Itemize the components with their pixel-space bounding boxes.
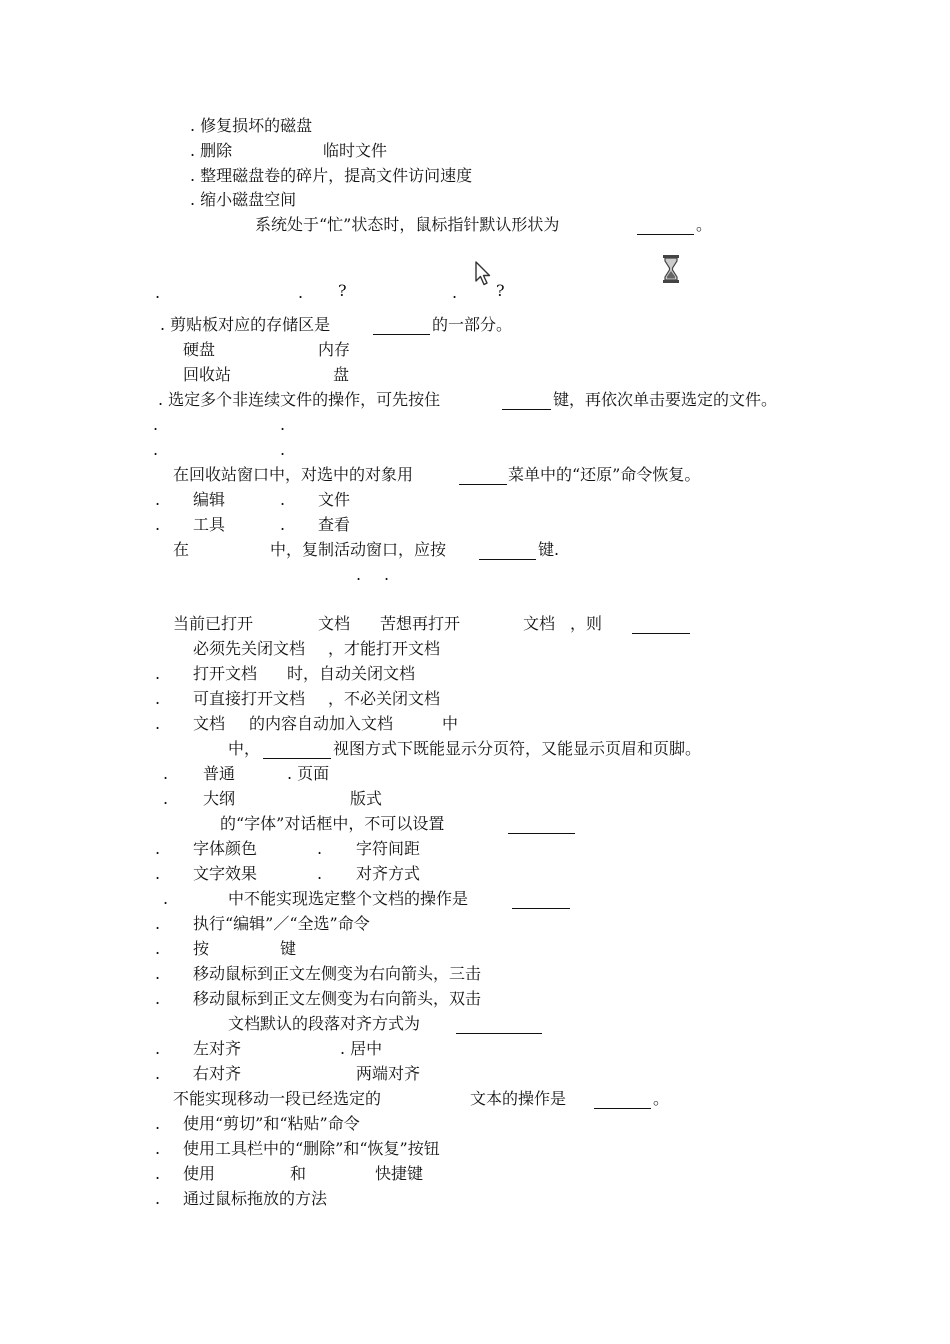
option-marker: .	[155, 864, 161, 883]
option-text: 时，自动关闭文档	[287, 664, 416, 683]
option-text: 使用“剪切”和“粘贴”命令	[183, 1114, 360, 1133]
option-marker: .	[155, 1114, 161, 1133]
option-text: 文档	[193, 714, 226, 733]
question-text: 苦想再打开	[380, 614, 461, 633]
answer-blank	[508, 817, 575, 834]
option-marker: .	[155, 1039, 161, 1058]
option-text: ，才能打开文档	[328, 639, 441, 658]
option-marker: .	[280, 415, 286, 434]
option-marker: .	[155, 1064, 161, 1083]
option-text: 使用	[183, 1164, 216, 1183]
option-text: 版式	[350, 789, 383, 808]
question-text: 当前已打开	[173, 614, 254, 633]
option-text: 回收站	[183, 365, 232, 384]
option-text: 的内容自动加入文档	[249, 714, 394, 733]
option-text: 和	[290, 1164, 307, 1183]
option-marker: .	[317, 839, 323, 858]
answer-blank	[637, 218, 694, 235]
option-text: 左对齐	[193, 1039, 242, 1058]
option-text: 中	[442, 714, 459, 733]
option-text: ?	[338, 281, 347, 300]
option-text: . 整理磁盘卷的碎片，提高文件访问速度	[190, 166, 473, 185]
question-text: 不能实现移动一段已经选定的	[173, 1089, 382, 1108]
question-text: 菜单中的“还原”命令恢复。	[508, 465, 701, 484]
option-marker: .	[452, 283, 458, 302]
question-text: 键.	[538, 540, 560, 559]
question-text: 视图方式下既能显示分页符，又能显示页眉和页脚。	[333, 739, 702, 758]
option-text: 字体颜色	[193, 839, 258, 858]
option-text: . 删除	[190, 141, 233, 160]
option-marker: .	[155, 283, 161, 302]
option-text: 编辑	[193, 490, 226, 509]
option-text: 硬盘	[183, 340, 216, 359]
option-marker: .	[356, 565, 362, 584]
option-marker: .	[384, 565, 390, 584]
option-text: 对齐方式	[356, 864, 421, 883]
option-text: 键	[280, 939, 297, 958]
option-marker: .	[155, 989, 161, 1008]
option-text: 两端对齐	[356, 1064, 421, 1083]
option-marker: .	[280, 440, 286, 459]
answer-blank	[502, 393, 551, 410]
answer-blank	[456, 1017, 542, 1034]
option-marker: .	[280, 490, 286, 509]
option-text: 大纲	[203, 789, 236, 808]
question-text: 。	[696, 215, 713, 234]
option-marker: .	[155, 1139, 161, 1158]
option-text: 必须先关闭文档	[193, 639, 306, 658]
answer-blank	[263, 742, 331, 759]
option-text: 文字效果	[193, 864, 258, 883]
option-text: 内存	[318, 340, 351, 359]
answer-blank	[479, 543, 536, 560]
option-marker: .	[153, 440, 159, 459]
option-marker: .	[155, 939, 161, 958]
option-text: 移动鼠标到正文左侧变为右向箭头，双击	[193, 989, 482, 1008]
option-marker: .	[155, 914, 161, 933]
question-text: . 剪贴板对应的存储区是	[160, 315, 331, 334]
option-text: 执行“编辑”／“全选”命令	[193, 914, 370, 933]
question-text: 的一部分。	[432, 315, 513, 334]
option-text: ?	[496, 281, 505, 300]
arrow-pointer-icon	[474, 261, 492, 287]
question-text: 中，复制活动窗口，应按	[270, 540, 447, 559]
question-text: 文档默认的段落对齐方式为	[228, 1014, 421, 1033]
question-text: 的“字体”对话框中，不可以设置	[220, 814, 445, 833]
option-text: . 缩小磁盘空间	[190, 190, 297, 209]
question-text: 在回收站窗口中，对选中的对象用	[173, 465, 414, 484]
question-text: 。	[653, 1089, 670, 1108]
option-text: 右对齐	[193, 1064, 242, 1083]
option-marker: .	[163, 764, 169, 783]
question-text: 中不能实现选定整个文档的操作是	[228, 889, 469, 908]
option-text: . 修复损坏的磁盘	[190, 116, 313, 135]
option-marker: .	[155, 714, 161, 733]
option-marker: .	[317, 864, 323, 883]
answer-blank	[373, 318, 430, 335]
question-text: 键，再依次单击要选定的文件。	[553, 390, 778, 409]
hourglass-icon	[662, 254, 680, 284]
option-text: 临时文件	[323, 141, 388, 160]
option-marker: .	[153, 415, 159, 434]
option-marker: .	[163, 789, 169, 808]
option-text: ，不必关闭文档	[328, 689, 441, 708]
option-text: 普通	[203, 764, 236, 783]
question-text: 在	[173, 540, 190, 559]
question-text: 文档	[318, 614, 351, 633]
option-text: . 居中	[340, 1039, 383, 1058]
option-marker: .	[155, 490, 161, 509]
option-text: 通过鼠标拖放的方法	[183, 1189, 328, 1208]
option-text: 移动鼠标到正文左侧变为右向箭头，三击	[193, 964, 482, 983]
option-text: 查看	[318, 515, 351, 534]
question-text: 文本的操作是	[470, 1089, 567, 1108]
option-text: 字符间距	[356, 839, 421, 858]
option-marker: .	[280, 515, 286, 534]
option-marker: .	[298, 283, 304, 302]
option-marker: .	[163, 889, 169, 908]
option-marker: .	[155, 689, 161, 708]
option-text: 文件	[318, 490, 351, 509]
option-marker: .	[155, 839, 161, 858]
option-text: 使用工具栏中的“删除”和“恢复”按钮	[183, 1139, 440, 1158]
option-marker: .	[155, 664, 161, 683]
option-marker: .	[155, 964, 161, 983]
answer-blank	[632, 617, 690, 634]
option-text: . 页面	[287, 764, 330, 783]
answer-blank	[512, 892, 570, 909]
question-text: 中，	[228, 739, 261, 758]
question-text: . 选定多个非连续文件的操作，可先按住	[158, 390, 441, 409]
option-marker: .	[155, 1164, 161, 1183]
option-text: 打开文档	[193, 664, 258, 683]
question-text: 系统处于“忙”状态时，鼠标指针默认形状为	[255, 215, 560, 234]
answer-blank	[459, 468, 507, 485]
option-text: 可直接打开文档	[193, 689, 306, 708]
answer-blank	[594, 1092, 651, 1109]
option-text: 快捷键	[375, 1164, 424, 1183]
option-text: 盘	[333, 365, 350, 384]
option-marker: .	[155, 1189, 161, 1208]
question-text: 文档	[523, 614, 556, 633]
question-text: ，则	[570, 614, 603, 633]
option-text: 按	[193, 939, 210, 958]
option-text: 工具	[193, 515, 226, 534]
option-marker: .	[155, 515, 161, 534]
